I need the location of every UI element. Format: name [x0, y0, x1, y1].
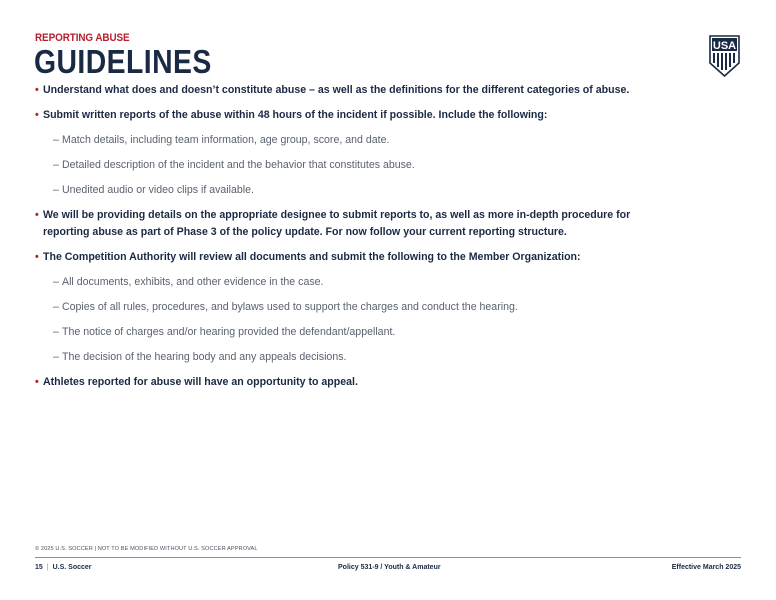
dash-icon: –	[53, 326, 59, 338]
guidelines-list	[35, 82, 735, 399]
sub-list-item: – Unedited audio or video clips if available.	[35, 182, 735, 199]
list-item: • Understand what does and doesn’t constitute abuse – as well as the definitions for the different categories of abuse.	[35, 82, 735, 99]
bullet-icon: •	[35, 376, 39, 388]
svg-text:USA: USA	[712, 40, 737, 52]
list-item: • The Competition Authority will review all documents and submit the following to the Member Organization:	[35, 249, 735, 266]
sub-list-item: – All documents, exhibits, and other evidence in the case.	[35, 274, 735, 291]
footer-page-info	[35, 564, 92, 571]
dash-icon: –	[53, 301, 59, 313]
list-item: • Athletes reported for abuse will have an opportunity to appeal.	[35, 374, 735, 391]
org-name: U.S. Soccer	[52, 564, 92, 571]
sub-list-item: – The notice of charges and/or hearing provided the defendant/appellant.	[35, 324, 735, 341]
footer-divider	[35, 557, 741, 558]
dash-icon: –	[53, 159, 59, 171]
bullet-icon: •	[35, 251, 39, 263]
page-title: GUIDELINES	[34, 43, 212, 80]
sub-list-item: – Detailed description of the incident and the behavior that constitutes abuse.	[35, 157, 735, 174]
dash-icon: –	[53, 351, 59, 363]
eyebrow-label: REPORTING ABUSE	[35, 32, 130, 44]
bullet-icon: •	[35, 209, 39, 221]
footer-separator: |	[46, 564, 49, 571]
effective-date: Effective March 2025	[671, 564, 741, 571]
dash-icon: –	[53, 134, 59, 146]
policy-label: Policy 531-9 / Youth & Amateur	[338, 564, 441, 571]
dash-icon: –	[53, 184, 59, 196]
dash-icon: –	[53, 276, 59, 288]
copyright-notice: © 2025 U.S. SOCCER | NOT TO BE MODIFIED WITHOUT U.S. SOCCER APPROVAL	[35, 546, 258, 552]
sub-list-item: – Match details, including team information, age group, score, and date.	[35, 132, 735, 149]
sub-list-item: – The decision of the hearing body and any appeals decisions.	[35, 349, 735, 366]
list-item: • We will be providing details on the appropriate designee to submit reports to, as well as more in-depth procedure for reporting abuse as part of Phase 3 of the policy update. For now follow your current reporting structure.	[35, 209, 631, 238]
bullet-icon: •	[35, 109, 39, 121]
page-number: 15	[35, 564, 43, 571]
sub-list-item: – Copies of all rules, procedures, and bylaws used to support the charges and conduct the hearing.	[35, 299, 735, 316]
bullet-icon: •	[35, 84, 39, 96]
usa-crest-icon	[709, 35, 740, 77]
list-item: • Submit written reports of the abuse within 48 hours of the incident if possible. Include the following:	[35, 107, 735, 124]
